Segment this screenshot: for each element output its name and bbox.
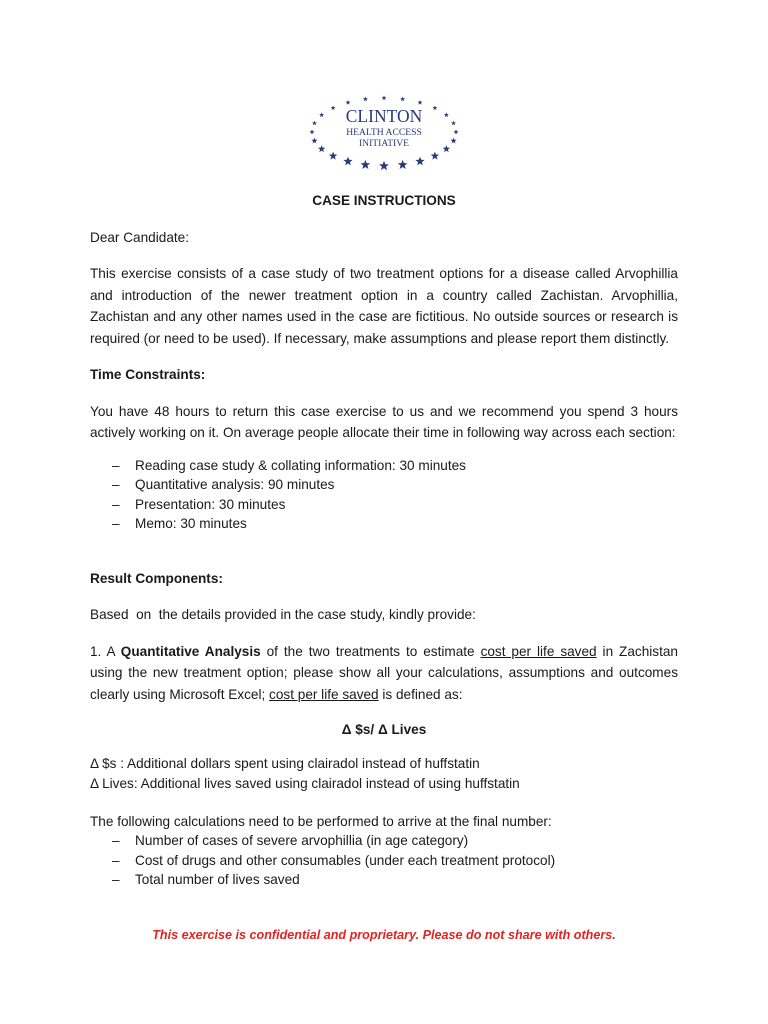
- calculations-intro: The following calculations need to be performed to arrive at the final number:: [90, 813, 552, 829]
- logo-star-icon: [444, 112, 449, 117]
- logo-star-icon: [363, 97, 368, 102]
- logo-star-icon: [361, 160, 371, 169]
- list-item-text: Number of cases of severe arvophillia (in age category): [135, 833, 469, 848]
- logo-star-icon: [310, 129, 315, 134]
- logo-star-icon: [319, 112, 324, 117]
- logo-star-icon: [451, 121, 456, 126]
- logo-text-clinton: CLINTON: [345, 106, 423, 126]
- logo-star-icon: [454, 129, 459, 134]
- intro-paragraph: This exercise consists of a case study of two treatment options for a disease called Arvophillia and introduction of the newer treatment option in a country called Zachistan. Arvophillia, Zachistan and any other names used in the case are fictitious. No outside sources or research is required (or need to be used). If necessary, make assumptions and please report them distinctly.: [90, 266, 678, 346]
- list-item-text: Reading case study & collating information: 30 minutes: [135, 457, 466, 473]
- time-constraints-heading: Time Constraints:: [90, 367, 206, 382]
- logo-star-icon: [432, 105, 437, 110]
- dash-bullet: –: [112, 833, 120, 848]
- definition-lives: Δ Lives: Additional lives saved using clairadol instead of using huffstatin: [90, 775, 520, 791]
- item1-prefix: 1. A: [90, 643, 121, 659]
- list-item-text: Presentation: 30 minutes: [135, 496, 286, 512]
- item1-text-end: is defined as:: [378, 686, 463, 702]
- logo-star-icon: [418, 100, 423, 105]
- result-components-heading: Result Components:: [90, 570, 223, 586]
- dash-bullet: –: [112, 852, 120, 868]
- item1-underlined-term-b: cost per life saved: [269, 686, 379, 702]
- list-item: [90, 475, 678, 495]
- list-item-text: Quantitative analysis: 90 minutes: [135, 477, 335, 492]
- logo-star-icon: [443, 145, 450, 152]
- list-item: [90, 514, 678, 534]
- item1-text-b: in Zachistan using the new treatment option; please show all your calculations, assumptions and outcomes clearly using Microsoft Excel;: [90, 643, 678, 702]
- case-instructions-body: [90, 190, 678, 890]
- logo-star-icon: [431, 152, 439, 160]
- logo-star-icon: [312, 121, 317, 126]
- greeting: Dear Candidate:: [90, 229, 189, 245]
- logo-star-icon: [450, 138, 456, 144]
- logo-star-icon: [346, 100, 351, 105]
- quantitative-analysis-paragraph: [90, 641, 678, 706]
- list-item: [90, 831, 678, 851]
- logo-star-icon: [311, 138, 317, 144]
- item1-underlined-term-a: cost per life saved: [480, 643, 597, 659]
- page-title: CASE INSTRUCTIONS: [312, 193, 456, 208]
- logo-star-icon: [379, 161, 389, 170]
- logo-text-initiative: INITIATIVE: [358, 138, 410, 149]
- calculations-list: [90, 831, 678, 890]
- clinton-health-access-initiative-logo: [303, 88, 465, 172]
- item1-text-a: of the two treatments to estimate: [260, 643, 481, 659]
- logo-star-icon: [382, 95, 387, 100]
- list-item: [90, 456, 678, 476]
- dash-bullet: –: [112, 872, 120, 887]
- definition-dollars: Δ $s : Additional dollars spent using clairadol instead of huffstatin: [90, 755, 480, 771]
- list-item: [90, 851, 678, 871]
- list-item: [90, 495, 678, 515]
- confidentiality-notice: This exercise is confidential and proprietary. Please do not share with others.: [152, 928, 616, 942]
- dash-bullet: –: [112, 496, 120, 512]
- logo-star-icon: [343, 157, 352, 166]
- time-constraints-paragraph: You have 48 hours to return this case exercise to us and we recommend you spend 3 hours actively working on it. On average people allocate their time in following way across each section:: [90, 403, 678, 440]
- logo-star-icon: [398, 160, 408, 169]
- logo-star-icon: [400, 97, 405, 102]
- list-item-text: Total number of lives saved: [135, 872, 300, 887]
- dash-bullet: –: [112, 477, 120, 492]
- item1-bold-term: Quantitative Analysis: [120, 643, 261, 659]
- logo-star-icon: [329, 152, 337, 160]
- logo-star-ring: [303, 88, 465, 172]
- logo-text-health-access: HEALTH ACCESS: [346, 127, 422, 138]
- time-allocation-list: [90, 456, 678, 534]
- dash-bullet: –: [112, 457, 120, 473]
- logo-star-icon: [331, 105, 336, 110]
- dash-bullet: –: [112, 516, 120, 531]
- logo-star-icon: [318, 145, 325, 152]
- list-item-text: Cost of drugs and other consumables (under each treatment protocol): [135, 852, 556, 868]
- list-item-text: Memo: 30 minutes: [135, 516, 247, 531]
- formula: Δ $s/ Δ Lives: [341, 722, 427, 737]
- list-item: [90, 870, 678, 890]
- logo-star-icon: [415, 157, 424, 166]
- result-intro: Based on the details provided in the case study, kindly provide:: [90, 607, 476, 622]
